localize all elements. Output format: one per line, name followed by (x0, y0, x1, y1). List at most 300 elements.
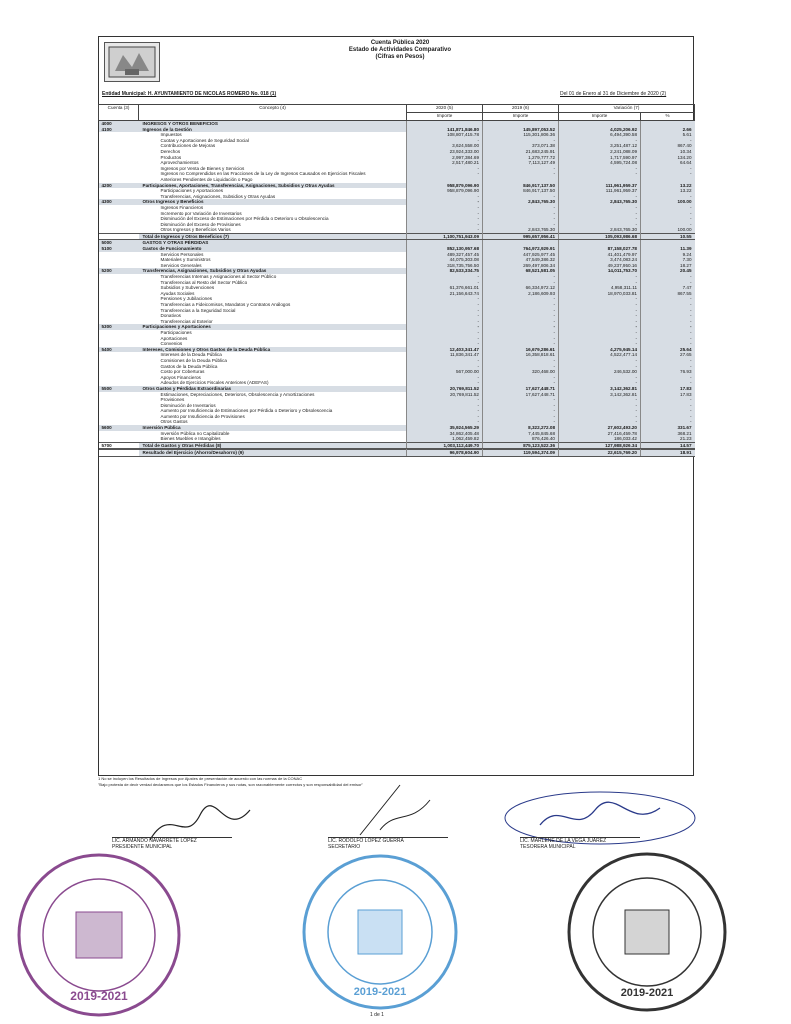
variation-amount-cell: - (559, 341, 641, 347)
amount-2020-cell: - (407, 308, 483, 314)
variation-amount-cell: 27,602,493.20 (559, 425, 641, 431)
amount-2019-cell: - (483, 324, 559, 330)
variation-amount-cell: 87,158,027.78 (559, 246, 641, 252)
account-code-cell: 5500 (99, 386, 139, 392)
col-header-2019: 2019 (6) (483, 105, 559, 113)
variation-pct-cell: - (641, 419, 695, 425)
variation-pct-cell: - (641, 205, 695, 211)
amount-2019-cell: - (483, 375, 559, 381)
amount-2019-cell: 1,279,777.72 (483, 155, 559, 161)
variation-pct-cell: 13.22 (641, 183, 695, 189)
amount-2020-cell: - (407, 313, 483, 319)
amount-2020-cell: - (407, 227, 483, 233)
concept-cell: Disminución del Exceso de Provisiones (160, 221, 241, 227)
amount-2020-cell: - (407, 280, 483, 286)
amount-2020-cell: 21,156,643.74 (407, 291, 483, 297)
seal-presidencia-icon (14, 850, 184, 1020)
variation-amount-cell: 111,961,959.37 (559, 188, 641, 194)
svg-text:2019-2021: 2019-2021 (70, 989, 128, 1003)
variation-pct-cell: - (641, 364, 695, 370)
amount-2019-cell: 17,627,448.71 (483, 392, 559, 398)
variation-amount-cell: 3,251,487.12 (559, 143, 641, 149)
concept-cell: Aportaciones (160, 335, 188, 341)
amount-2019-cell: 2,843,765.30 (483, 199, 559, 205)
concept-cell: Contribuciones de Mejoras (160, 143, 216, 149)
variation-pct-cell: 25.64 (641, 347, 695, 353)
variation-amount-cell: 4,958,311.11 (559, 285, 641, 291)
page-number: 1 de 1 (370, 1012, 384, 1018)
amount-2019-cell: - (483, 274, 559, 280)
svg-text:2019-2021: 2019-2021 (620, 987, 674, 999)
report-subtitle: Estado de Actividades Comparativo (348, 47, 452, 53)
col-header-pct: % (641, 113, 695, 121)
amount-2019-cell: 764,972,929.91 (483, 246, 559, 252)
amount-2019-cell: - (483, 403, 559, 409)
amount-2019-cell: - (483, 336, 559, 342)
variation-amount-cell: - (559, 403, 641, 409)
table-body (99, 121, 695, 457)
variation-pct-cell: 7.47 (641, 285, 695, 291)
variation-pct-cell: - (641, 274, 695, 280)
variation-amount-cell: 3,142,362.81 (559, 386, 641, 392)
amount-2019-cell: - (483, 319, 559, 325)
amount-2020-cell: 852,130,957.68 (407, 246, 483, 252)
concept-cell: Ingresos por Venta de Bienes y Servicios (160, 165, 245, 171)
amount-2019-cell: - (483, 308, 559, 314)
concept-cell: Aprovechamientos (160, 160, 199, 166)
variation-pct-cell: 9.24 (641, 252, 695, 258)
amount-2019-cell: 68,521,581.05 (483, 268, 559, 274)
concept-cell: Convenios (160, 341, 183, 347)
variation-amount-cell: 4,275,945.14 (559, 347, 641, 353)
variation-amount-cell: 127,988,926.34 (559, 442, 641, 449)
variation-pct-cell: 64.64 (641, 160, 695, 166)
concept-cell: Otros Ingresos y Beneficios Varios (160, 227, 231, 233)
concept-cell: Transferencias al Resto del Sector Público (160, 279, 248, 285)
variation-amount-cell: - (559, 419, 641, 425)
variation-pct-cell: - (641, 358, 695, 364)
concept-cell: Transferencias al Exterior (160, 318, 213, 324)
concept-cell: INGRESOS Y OTROS BENEFICIOS (139, 121, 407, 127)
account-code-cell: 4300 (99, 199, 139, 205)
concept-cell: Transferencias, Asignaciones, Subsidios y Otras Ayudas (139, 268, 407, 274)
amount-2020-cell: 567,000.00 (407, 369, 483, 375)
concept-cell: Adeudos de Ejercicios Fiscales Anteriores (ADEFAS) (160, 380, 269, 386)
variation-amount-cell: - (559, 171, 641, 177)
amount-2020-cell: - (407, 375, 483, 381)
amount-2020-cell: - (407, 364, 483, 370)
variation-pct-cell: - (641, 280, 695, 286)
amount-2020-cell: 1,100,751,943.09 (407, 233, 483, 240)
amount-2019-cell: 21,683,245.91 (483, 149, 559, 155)
variation-amount-cell: - (559, 222, 641, 228)
variation-pct-cell: - (641, 375, 695, 381)
concept-cell: Participaciones, Aportaciones, Transferencias, Asignaciones, Subsidios y Otras Ayudas (139, 183, 407, 189)
amount-2019-cell: 373,071.38 (483, 143, 559, 149)
amount-2020-cell: 141,871,846.80 (407, 127, 483, 133)
amount-2020-cell: - (407, 211, 483, 217)
variation-pct-cell: 368.21 (641, 431, 695, 437)
amount-2019-cell: - (483, 138, 559, 144)
concept-cell: Pensiones y Jubilaciones (160, 296, 213, 302)
variation-amount-cell: - (559, 274, 641, 280)
concept-cell: Intereses de la Deuda Pública (160, 352, 222, 358)
variation-amount-cell: - (559, 330, 641, 336)
amount-2019-cell: - (483, 166, 559, 172)
amount-2019-cell: - (483, 364, 559, 370)
amount-2019-cell: 447,925,977.45 (483, 252, 559, 258)
col-header-importe-var: Importe (559, 113, 641, 121)
variation-amount-cell: - (559, 397, 641, 403)
variation-pct-cell: 13.22 (641, 188, 695, 194)
concept-cell: Derechos (160, 148, 181, 154)
amount-2019-cell: 8,322,272.08 (483, 425, 559, 431)
variation-pct-cell: - (641, 313, 695, 319)
signer-name: LIC. ARMANDO NAVARRETE LÓPEZ (112, 838, 197, 844)
variation-amount-cell: 3,474,083.24 (559, 257, 641, 263)
concept-cell: Transferencias a Fideicomisos, Mandatos y Contratos Análogos (160, 302, 291, 307)
concept-cell: Inversión Pública (139, 425, 407, 431)
amount-2020-cell: - (407, 199, 483, 205)
variation-pct-cell: - (641, 171, 695, 177)
amount-2019-cell: - (483, 302, 559, 308)
concept-cell: Total de Gastos y Otras Pérdidas (8) (139, 442, 407, 449)
concept-cell: Intereses, Comisiones y Otros Gastos de la Deuda Pública (139, 347, 407, 353)
amount-2019-cell: - (483, 216, 559, 222)
concept-cell: Ingresos de la Gestión (139, 127, 407, 133)
amount-2019-cell: 876,426.40 (483, 436, 559, 442)
amount-2020-cell: 34,862,405.48 (407, 431, 483, 437)
amount-2020-cell: - (407, 171, 483, 177)
amount-2020-cell: - (407, 194, 483, 200)
account-code-cell: 5600 (99, 425, 139, 431)
concept-cell: GASTOS Y OTRAS PÉRDIDAS (139, 240, 407, 246)
concept-cell: Total de Ingresos y Otros Beneficios (7) (139, 233, 407, 240)
col-header-concepto: Concepto (4) (139, 105, 407, 121)
variation-amount-cell: - (559, 364, 641, 370)
variation-pct-cell: - (641, 211, 695, 217)
concept-cell: Gastos de la Deuda Pública (160, 363, 218, 369)
amount-2020-cell: 82,533,334.75 (407, 268, 483, 274)
amount-2020-cell: - (407, 403, 483, 409)
concept-cell: Comisiones de la Deuda Pública (160, 357, 227, 363)
variation-pct-cell: 17.83 (641, 386, 695, 392)
amount-2019-cell: 115,301,806.36 (483, 132, 559, 138)
variation-amount-cell: 111,961,959.37 (559, 183, 641, 189)
variation-amount-cell: 27,416,459.78 (559, 431, 641, 437)
account-code-cell: 4000 (99, 121, 139, 127)
concept-cell: Bienes Muebles e Intangibles (160, 436, 221, 442)
amount-2019-cell: - (483, 380, 559, 386)
amount-2019-cell: - (483, 211, 559, 217)
amount-2020-cell: 23,924,333.00 (407, 149, 483, 155)
variation-amount-cell: - (559, 408, 641, 414)
variation-amount-cell: - (559, 336, 641, 342)
variation-amount-cell: - (559, 414, 641, 420)
account-code-cell: 5100 (99, 246, 139, 252)
variation-pct-cell: 867.40 (641, 143, 695, 149)
variation-amount-cell: 14,011,753.70 (559, 268, 641, 274)
variation-amount-cell: - (559, 324, 641, 330)
concept-cell: Estimaciones, Depreciaciones, Deterioros, Obsolescencia y Amortizaciones (160, 391, 315, 397)
amount-2020-cell: 61,376,661.01 (407, 285, 483, 291)
amount-2019-cell: - (483, 414, 559, 420)
amount-2019-cell: 7,445,845.68 (483, 431, 559, 437)
concept-cell: Apoyos Financieros (160, 374, 201, 380)
account-code-cell: 4100 (99, 127, 139, 133)
concept-cell: Provisiones (160, 397, 185, 403)
amount-2020-cell: 2,997,384.69 (407, 155, 483, 161)
variation-amount-cell: - (559, 138, 641, 144)
variation-amount-cell: 6,494,390.58 (559, 132, 641, 138)
concept-cell: Resultado del Ejercicio (Ahorro/Desahorro) (9) (139, 450, 407, 457)
variation-pct-cell: 20.45 (641, 268, 695, 274)
amount-2020-cell: - (407, 166, 483, 172)
variation-pct-cell: 134.20 (641, 155, 695, 161)
variation-pct-cell: - (641, 408, 695, 414)
signature-block-treasurer (520, 837, 640, 850)
variation-amount-cell: - (559, 358, 641, 364)
amount-2020-cell: - (407, 216, 483, 222)
concept-cell: Subsidios y Subvenciones (160, 285, 215, 291)
amount-2019-cell: 16,358,818.61 (483, 352, 559, 358)
variation-amount-cell: 1,717,590.97 (559, 155, 641, 161)
signer-name: LIC. RODOLFO LÓPEZ GUERRA (328, 838, 404, 844)
concept-cell: Transferencias, Asignaciones, Subsidios y Otras Ayudas (160, 193, 276, 199)
variation-amount-cell: 2,241,088.09 (559, 149, 641, 155)
variation-pct-cell: 867.55 (641, 291, 695, 297)
concept-cell: Ingresos no Comprendidos en las Fracciones de la Ley de Ingresos Causados en Ejercicios Fiscales (160, 171, 366, 177)
signer-name: LIC. MARLENE DE LA VEGA JUÁREZ (520, 838, 607, 844)
variation-amount-cell: - (559, 211, 641, 217)
footnote-2: "Bajo protesta de decir verdad declaramos que los Estados Financieros y sus notas, son razonablemente correctos y son responsabilidad del emisor" (98, 782, 363, 787)
concept-cell: Participaciones y Aportaciones (160, 188, 224, 194)
variation-pct-cell: - (641, 222, 695, 228)
variation-pct-cell: - (641, 380, 695, 386)
variation-amount-cell: 41,401,479.97 (559, 252, 641, 258)
account-code-cell: 5300 (99, 324, 139, 330)
amount-2020-cell: 318,735,756.50 (407, 263, 483, 269)
variation-pct-cell: - (641, 336, 695, 342)
activity-statement-table (98, 104, 695, 457)
variation-amount-cell: - (559, 319, 641, 325)
amount-2020-cell: - (407, 274, 483, 280)
amount-2020-cell: 958,879,096.90 (407, 188, 483, 194)
concept-cell: Otros Gastos (160, 419, 188, 425)
amount-2019-cell: - (483, 313, 559, 319)
amount-2020-cell: - (407, 408, 483, 414)
amount-2020-cell: - (407, 397, 483, 403)
amount-2020-cell: 1,062,459.82 (407, 436, 483, 442)
variation-amount-cell: 2,843,765.30 (559, 199, 641, 205)
concept-cell: Costo por Coberturas (160, 369, 205, 375)
amount-2020-cell: - (407, 414, 483, 420)
amount-2020-cell: 2,517,480.21 (407, 160, 483, 166)
amount-2019-cell: - (483, 171, 559, 177)
col-header-importe-2019: Importe (483, 113, 559, 121)
amount-2020-cell: 20,769,811.52 (407, 392, 483, 398)
variation-amount-cell: 18,970,033.81 (559, 291, 641, 297)
amount-2020-cell: - (407, 138, 483, 144)
concept-cell: Participaciones (160, 329, 192, 335)
account-code-cell (99, 233, 139, 240)
amount-2019-cell: - (483, 194, 559, 200)
signer-role: PRESIDENTE MUNICIPAL (112, 844, 173, 850)
signature-block-secretary (328, 837, 448, 850)
variation-pct-cell: 331.67 (641, 425, 695, 431)
signer-role: SECRETARIO (328, 844, 361, 850)
concept-cell: Incremento por Variación de Inventarios (160, 210, 242, 216)
variation-pct-cell: 7.30 (641, 257, 695, 263)
concept-cell: Ingresos Financieros (160, 204, 204, 210)
variation-pct-cell: - (641, 403, 695, 409)
concept-cell: Aumento por Insuficiencia de Estimaciones por Pérdida o Deterioro y Obsolescencia (160, 408, 333, 414)
concept-cell: Servicios Generales (160, 262, 202, 268)
concept-cell: Disminución de Inventarios (160, 402, 216, 408)
concept-cell: Participaciones y Aportaciones (139, 324, 407, 330)
variation-pct-cell: 2.66 (641, 127, 695, 133)
amount-2019-cell: 66,334,972.12 (483, 285, 559, 291)
variation-pct-cell: - (641, 296, 695, 302)
variation-amount-cell: 4,595,724.08 (559, 160, 641, 166)
amount-2020-cell: - (407, 358, 483, 364)
account-code-cell: 5200 (99, 268, 139, 274)
variation-amount-cell: - (559, 205, 641, 211)
amount-2019-cell: - (483, 205, 559, 211)
amount-2019-cell: 119,594,374.09 (483, 450, 559, 457)
amount-2020-cell: - (407, 296, 483, 302)
amount-2019-cell: - (483, 296, 559, 302)
concept-cell: Disminución del Exceso de Estimaciones por Pérdida o Deterioro u Obsolescencia (160, 216, 329, 222)
concept-cell: Servicios Personales (160, 251, 204, 257)
variation-pct-cell: 14.57 (641, 442, 695, 449)
concept-cell: Anteriores Pendientes de Liquidación o Pago (160, 176, 253, 182)
account-code-cell: 5400 (99, 347, 139, 353)
amount-2019-cell: - (483, 330, 559, 336)
signer-role: TESORERA MUNICIPAL (520, 844, 576, 850)
variation-pct-cell: - (641, 397, 695, 403)
concept-cell: Donativos (160, 313, 181, 319)
variation-pct-cell: 76.93 (641, 369, 695, 375)
variation-amount-cell: 22,615,769.20 (559, 450, 641, 457)
concept-cell: Gastos de Funcionamiento (139, 246, 407, 252)
col-header-importe-2020: Importe (407, 113, 483, 121)
amount-2019-cell: 16,679,286.61 (483, 347, 559, 353)
concept-cell: Materiales y Suministros (160, 257, 211, 263)
variation-pct-cell: - (641, 216, 695, 222)
amount-2019-cell: - (483, 419, 559, 425)
amount-2020-cell: - (407, 319, 483, 325)
variation-pct-cell: 100.00 (641, 199, 695, 205)
amount-2020-cell: 3,624,558.00 (407, 143, 483, 149)
report-units: (Cifras en Pesos) (375, 54, 425, 60)
amount-2020-cell: 489,327,457.45 (407, 252, 483, 258)
variation-pct-cell: - (641, 138, 695, 144)
amount-2019-cell: 875,123,522.36 (483, 442, 559, 449)
amount-2020-cell: 12,403,341.47 (407, 347, 483, 353)
amount-2019-cell: 846,917,137.50 (483, 188, 559, 194)
variation-amount-cell: - (559, 296, 641, 302)
concept-cell: Ayudas Sociales (160, 290, 195, 296)
variation-pct-cell: - (641, 166, 695, 172)
amount-2020-cell: - (407, 205, 483, 211)
variation-pct-cell: - (641, 308, 695, 314)
variation-amount-cell: - (559, 302, 641, 308)
amount-2019-cell: 7,113,127.49 (483, 160, 559, 166)
col-header-cuenta: Cuenta (3) (99, 105, 139, 121)
variation-amount-cell: - (559, 308, 641, 314)
amount-2020-cell: - (407, 324, 483, 330)
variation-pct-cell: - (641, 319, 695, 325)
amount-2019-cell: 2,186,609.93 (483, 291, 559, 297)
amount-2019-cell: 269,497,806.34 (483, 263, 559, 269)
amount-2020-cell: 1,003,112,449.70 (407, 442, 483, 449)
variation-amount-cell: - (559, 313, 641, 319)
variation-amount-cell: 105,093,986.68 (559, 233, 641, 240)
concept-cell: Otros Gastos y Pérdidas Extraordinarias (139, 386, 407, 392)
concept-cell: Otros Ingresos y Beneficios (139, 199, 407, 205)
amount-2020-cell: 20,769,811.52 (407, 386, 483, 392)
variation-pct-cell: 11.39 (641, 246, 695, 252)
amount-2019-cell: 846,917,137.50 (483, 183, 559, 189)
account-code-cell: 4200 (99, 183, 139, 189)
variation-amount-cell: 2,843,765.30 (559, 227, 641, 233)
concept-cell: Inversión Pública no Capitalizable (160, 430, 230, 436)
col-header-2020: 2020 (5) (407, 105, 483, 113)
variation-pct-cell: 18.91 (641, 450, 695, 457)
account-code-cell: 5700 (99, 442, 139, 449)
variation-amount-cell: - (559, 375, 641, 381)
variation-amount-cell: - (559, 166, 641, 172)
total-row (99, 233, 695, 240)
total-row (99, 442, 695, 449)
report-title: Cuenta Pública 2020 (370, 40, 430, 46)
seal-tesoreria-icon (565, 850, 730, 1015)
amount-2019-cell: - (483, 280, 559, 286)
signature-secretary-icon (340, 780, 450, 840)
amount-2019-cell: 17,627,448.71 (483, 386, 559, 392)
concept-cell: Impuestos (160, 132, 182, 138)
variation-pct-cell: 10.34 (641, 149, 695, 155)
account-code-cell (99, 450, 139, 457)
amount-2019-cell: 995,657,956.41 (483, 233, 559, 240)
amount-2020-cell: 108,807,415.78 (407, 132, 483, 138)
variation-amount-cell: - (559, 216, 641, 222)
variation-amount-cell: 186,033.42 (559, 436, 641, 442)
amount-2019-cell: 145,897,053.52 (483, 127, 559, 133)
amount-2020-cell: - (407, 302, 483, 308)
amount-2020-cell: - (407, 330, 483, 336)
concept-cell: Productos (160, 154, 182, 160)
variation-pct-cell: - (641, 414, 695, 420)
amount-2019-cell: 2,843,765.30 (483, 227, 559, 233)
amount-2020-cell: 96,978,604.90 (407, 450, 483, 457)
amount-2019-cell: - (483, 408, 559, 414)
variation-pct-cell: - (641, 330, 695, 336)
variation-pct-cell: 5.61 (641, 132, 695, 138)
svg-text:2019-2021: 2019-2021 (353, 986, 407, 998)
variation-pct-cell: 21.23 (641, 436, 695, 442)
concept-cell: Aumento por Insuficiencia de Provisiones (160, 413, 245, 419)
variation-pct-cell: 100.00 (641, 227, 695, 233)
variation-pct-cell: 18.27 (641, 263, 695, 269)
amount-2020-cell: - (407, 336, 483, 342)
concept-cell: Cuotas y Aportaciones de Seguridad Social (160, 137, 249, 143)
variation-amount-cell: 49,237,950.16 (559, 263, 641, 269)
entity-label: Entidad Municipal: H. AYUNTAMIENTO DE NICOLAS ROMERO No. 018 (1) (102, 91, 277, 97)
seal-secretaria-icon (300, 850, 460, 1015)
variation-pct-cell: 27.65 (641, 352, 695, 358)
